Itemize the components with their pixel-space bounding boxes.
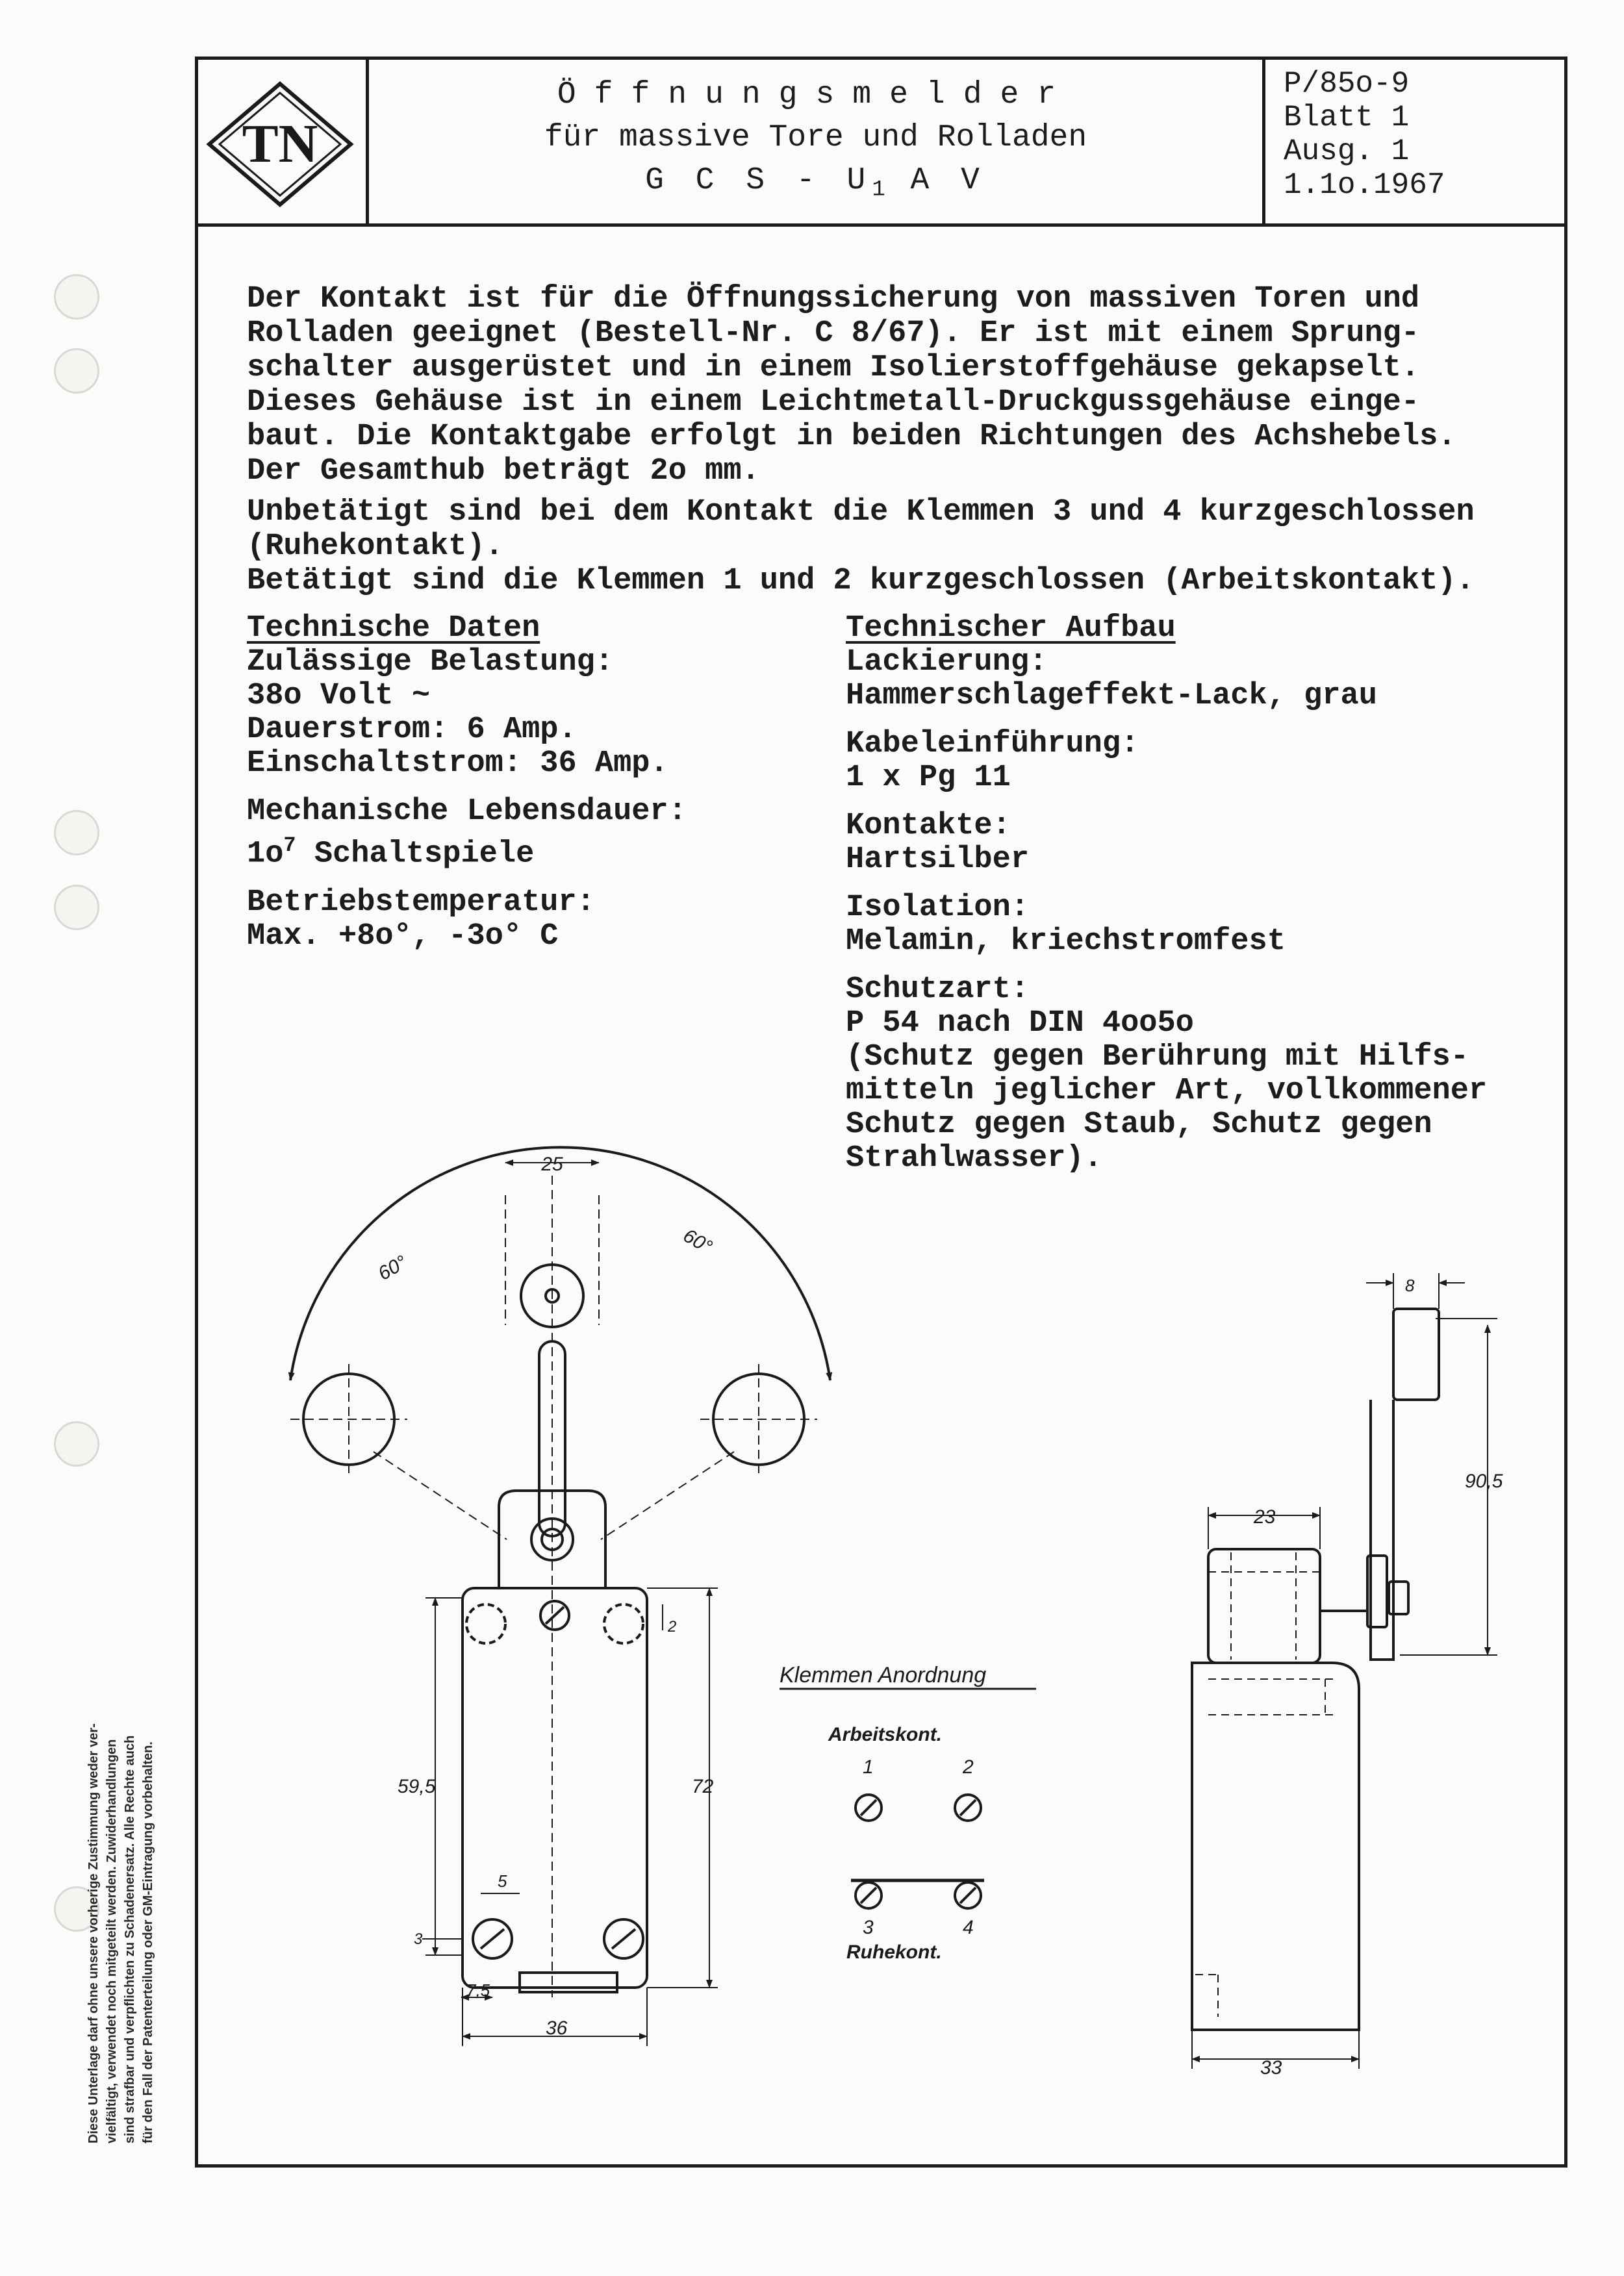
intro-line: Der Kontakt ist für die Öffnungssicherung von massiven Toren und xyxy=(247,282,1420,316)
edition-number: Ausg. 1 xyxy=(1284,134,1410,168)
protection-line: P 54 nach DIN 4oo5o xyxy=(846,1006,1194,1041)
dim-height-inner: 59,5 xyxy=(398,1776,436,1797)
protection-line: Schutz gegen Staub, Schutz gegen xyxy=(846,1107,1432,1142)
terminal-2-label: 2 xyxy=(963,1756,974,1778)
dim-side-depth: 33 xyxy=(1260,2057,1282,2079)
life-exponent: 7 xyxy=(283,833,296,857)
dim-side-top: 23 xyxy=(1254,1506,1276,1528)
intro-line: schalter ausgerüstet und in einem Isolierstoffgehäuse gekapselt. xyxy=(247,351,1420,385)
intro-line: Dieses Gehäuse ist in einem Leichtmetall-Druckgussgehäuse einge- xyxy=(247,385,1420,420)
terminal-diagram xyxy=(780,1689,1036,1908)
terminals-title: Klemmen Anordnung xyxy=(780,1663,987,1688)
type-prefix: G C S - U xyxy=(645,163,872,198)
dim-bottom-offset: 3 xyxy=(414,1930,423,1948)
insulation-label: Isolation: xyxy=(846,891,1030,925)
dim-width: 36 xyxy=(546,2017,568,2039)
copyright-line: vielfältigt, verwendet noch mitgeteilt werden. Zuwiderhandlungen xyxy=(105,1739,119,2143)
dim-lever: 90,5 xyxy=(1465,1471,1503,1492)
type-suffix: A V xyxy=(885,163,986,198)
paint-value: Hammerschlageffekt-Lack, grau xyxy=(846,679,1377,713)
temp-value: Max. +8o°, -3o° C xyxy=(247,918,559,954)
insulation-value: Melamin, kriechstromfest xyxy=(846,924,1286,959)
intro-line: Rolladen geeignet (Bestell-Nr. C 8/67). Er ist mit einem Sprung- xyxy=(247,316,1420,351)
issue-date: 1.1o.1967 xyxy=(1284,168,1445,202)
dim-top-offset: 2 xyxy=(668,1618,677,1636)
tech-data-heading: Technische Daten xyxy=(247,611,540,646)
construction-heading: Technischer Aufbau xyxy=(846,611,1176,646)
contacts-line: Unbetätigt sind bei dem Kontakt die Klemmen 3 und 4 kurzgeschlossen xyxy=(247,495,1475,529)
inrush-current: Einschaltstrom: 36 Amp. xyxy=(247,746,668,781)
dim-angle-left: 60° xyxy=(374,1251,411,1285)
side-view-drawing xyxy=(1192,1273,1497,2069)
dim-angle-right: 60° xyxy=(679,1224,716,1258)
intro-line: Der Gesamthub beträgt 2o mm. xyxy=(247,454,760,488)
protection-line: Strahlwasser). xyxy=(846,1141,1102,1176)
title-main: Öffnungsmelder xyxy=(557,77,1074,112)
terminal-1-label: 1 xyxy=(863,1756,874,1778)
voltage-value: 38o Volt ~ xyxy=(247,679,431,713)
protection-line: mitteln jeglicher Art, vollkommener xyxy=(846,1074,1488,1108)
cable-value: 1 x Pg 11 xyxy=(846,761,1011,795)
dim-hole-x: 7,5 xyxy=(466,1980,490,2000)
sheet-number: Blatt 1 xyxy=(1284,101,1410,134)
logo-lettering: TN xyxy=(242,114,318,174)
copyright-line: sind strafbar und verpflichten zu Schadenersatz. Alle Rechte auch xyxy=(123,1735,137,2143)
rest-contact-label: Ruhekont. xyxy=(846,1941,942,1963)
contacts-value: Hartsilber xyxy=(846,842,1030,877)
title-subtitle: für massive Tore und Rolladen xyxy=(544,120,1087,155)
doc-number: P/85o-9 xyxy=(1284,67,1410,101)
front-view-drawing xyxy=(290,1147,830,2046)
protection-label: Schutzart: xyxy=(846,972,1030,1007)
life-label: Mechanische Lebensdauer: xyxy=(247,794,687,829)
copyright-notice xyxy=(84,1611,175,2143)
contacts-line: (Ruhekontakt). xyxy=(247,529,503,564)
dim-roller: 8 xyxy=(1405,1276,1415,1295)
load-label: Zulässige Belastung: xyxy=(247,645,614,679)
dim-top-width: 25 xyxy=(541,1154,563,1175)
terminal-4-label: 4 xyxy=(963,1917,974,1938)
terminal-3-label: 3 xyxy=(863,1917,874,1938)
contacts-line: Betätigt sind die Klemmen 1 und 2 kurzgeschlossen (Arbeitskontakt). xyxy=(247,564,1475,598)
type-subscript: 1 xyxy=(872,177,885,203)
protection-line: (Schutz gegen Berührung mit Hilfs- xyxy=(846,1040,1469,1074)
copyright-line: für den Fall der Patenterteilung oder GM-Eintragung vorbehalten. xyxy=(141,1741,155,2143)
contacts-label: Kontakte: xyxy=(846,809,1011,843)
temp-label: Betriebstemperatur: xyxy=(247,885,595,920)
intro-line: baut. Die Kontaktgabe erfolgt in beiden Richtungen des Achshebels. xyxy=(247,420,1456,454)
continuous-current: Dauerstrom: 6 Amp. xyxy=(247,713,577,747)
dim-hole-spacing: 5 xyxy=(498,1871,507,1891)
cable-label: Kabeleinführung: xyxy=(846,727,1139,761)
paint-label: Lackierung: xyxy=(846,645,1048,679)
copyright-line: Diese Unterlage darf ohne unsere vorherige Zustimmung weder ver- xyxy=(86,1723,101,2143)
dim-height-total: 72 xyxy=(692,1776,714,1797)
life-unit: Schaltspiele xyxy=(296,837,535,872)
work-contact-label: Arbeitskont. xyxy=(828,1724,943,1745)
life-base: 1o xyxy=(247,837,284,872)
